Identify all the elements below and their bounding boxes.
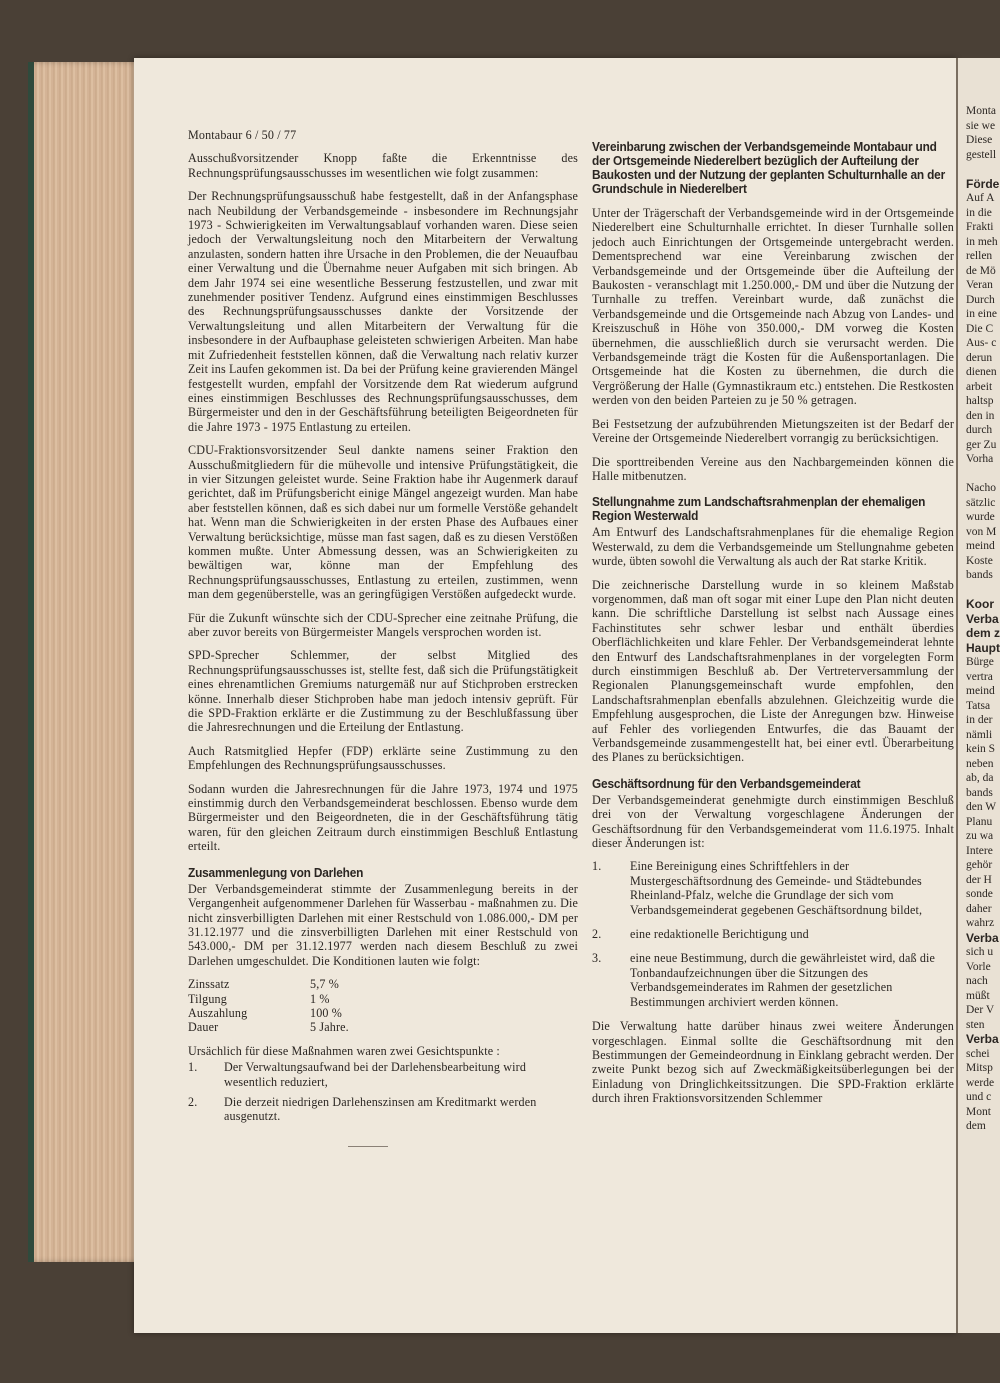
next-page-text xyxy=(958,58,1000,1134)
changes-list xyxy=(592,859,954,1009)
next-page-line: dem z xyxy=(966,626,1000,640)
next-page-line: in der xyxy=(966,714,993,726)
paragraph: Auch Ratsmitglied Hepfer (FDP) erklärte seine Zustimmung zu den Empfehlungen des Rechnungsprüfungsausschusses. xyxy=(188,743,578,773)
list-text: Eine Bereinigung eines Schriftfehlers in der Mustergeschäftsordnung des Gemeinde- und Städtebundes Rheinland-Pfalz, welche die Grundlage der sich vom Verbandsgemeinderat gegebenen Geschäftsordnung bildet, xyxy=(630,859,923,917)
next-page-line: sten xyxy=(966,1018,985,1031)
next-page-line: Auf A xyxy=(966,192,995,204)
condition-label: Zinssatz xyxy=(188,977,230,992)
section-heading: Zusammenlegung von Darlehen xyxy=(188,864,364,880)
next-page-line: vertra xyxy=(966,670,993,683)
paragraph: Für die Zukunft wünschte sich der CDU-Sprecher eine zeitnahe Prüfung, die aber zuvor bereits von Bürgermeister Mangels versprochen worden ist. xyxy=(188,610,578,639)
next-page-line: Monta xyxy=(966,105,997,117)
condition-value: 100 % xyxy=(310,1005,342,1020)
section-heading: Stellungnahme zum Landschaftsrahmenplan der ehemaligen Region Westerwald xyxy=(592,494,926,524)
paragraph: Bei Festsetzung der aufzubührenden Mietungszeiten ist der Bedarf der Vereine der Ortsgemeinde Niederelbert vorrangig zu berücksichtigen. xyxy=(592,416,954,446)
paragraph: Die zeichnerische Darstellung wurde in so kleinem Maßstab vorgenommen, daß man oft sogar mit einer Lupe den Plan nicht deuten kann. Die schriftliche Darstellung ist selbst nach Aussage eines Fachinstitutes sehr schwer lesbar und enthält überdies Oberflächlichkeiten und klare Fehler. Der Verbandsgemeinderat lehnte den Entwurf des Landschaftsrahmenplanes in der vorgelegten Form durch einstimmigen Beschluß ab. Der Vertreterversammlung der Regionalen Planungsgemeinschaft wurde empfohlen, den Landschaftsrahmenplan ebenfalls abzulehnen. Gleichzeitig wurde die Empfehlung ausgesprochen, die Liste der Anregungen bzw. Hinweise auf Fehler des vorliegenden Entwurfes, die das Bauamt der Verbandsgemeinde zusammengestellt hat, bei einer evtl. Überarbeitung des Planes zu berücksichtigen. xyxy=(592,577,954,765)
list-item xyxy=(188,1095,578,1124)
next-page-line: schei xyxy=(966,1047,990,1060)
section-heading: Geschäftsordnung für den Verbandsgemeinderat xyxy=(592,775,861,791)
paragraph: Ursächlich für diese Maßnahmen waren zwei Gesichtspunkte : xyxy=(188,1043,500,1058)
next-page-line: Veran xyxy=(966,279,993,291)
next-page-line: Die C xyxy=(966,322,994,335)
condition-label: Dauer xyxy=(188,1020,219,1035)
condition-label: Auszahlung xyxy=(188,1005,248,1020)
next-page-line: Vorha xyxy=(966,453,994,465)
right-column xyxy=(592,140,954,1115)
reasons-list xyxy=(188,1060,578,1124)
list-item xyxy=(592,859,954,917)
condition-value: 5,7 % xyxy=(310,977,339,992)
next-page-line: in eine xyxy=(966,308,997,320)
list-text: eine redaktionelle Berichtigung und xyxy=(630,927,809,942)
next-page-line: Förde xyxy=(966,176,1000,191)
next-page-line: müßt xyxy=(966,989,990,1002)
next-page-line: den W xyxy=(966,801,997,813)
next-page-line: Koor xyxy=(966,597,994,611)
next-page-line: Nacho xyxy=(966,482,997,494)
next-page-line: meind xyxy=(966,685,995,697)
paragraph: Sodann wurden die Jahresrechnungen für die Jahre 1973, 1974 und 1975 einstimmig durch den Verbandsgemeinderat beschlossen. Ebenso wurde dem Bürgermeister und den Beigeordneten, die in der Geschäftsführung tätig waren, für den gleichen Zeitraum durch einstimmigen Beschluß Entlastung erteilt. xyxy=(188,781,578,854)
paragraph: Am Entwurf des Landschaftsrahmenplanes für die ehemalige Region Westerwald, zu dem die Verbandsgemeinde um Stellungnahme gebeten wurde, übten sowohl die Verwaltung als auch der Rat starke Kritik. xyxy=(592,525,954,569)
next-page-line: durch xyxy=(966,424,993,436)
next-page-line: Verba xyxy=(966,1032,999,1046)
next-page-line: sätzlic xyxy=(966,496,996,509)
paragraph: Ausschußvorsitzender Knopp faßte die Erkenntnisse des Rechnungsprüfungsausschusses im wesentlichen wie folgt zusammen: xyxy=(188,151,578,180)
paragraph: Unter der Trägerschaft der Verbandsgemeinde wird in der Ortsgemeinde Niederelbert eine Schulturnhalle errichtet. In dieser Turnhalle sollen jedoch auch Einrichtungen der Ortsgemeinde untergebracht werden. Dementsprechend war eine Vereinbarung zwischen der Verbandsgemeinde und der Ortsgemeinde über die Aufteilung der Baukosten - veranschlagt mit 1.250.000,- DM und über die Nutzung der Turnhalle zu treffen. Vereinbart wurde, daß zunächst die Verbandsgemeinde und die Ortsgemeinde nach Abzug von Landes- und Kreiszuschuß in Höhe von 350.000,- DM vorweg die Kosten übernehmen, die ausschließlich durch sie verursacht werden. Die Verbandsgemeinde trägt die Kosten für die Außensportanlagen. Die Ortsgemeinde hat die Kosten zu übernehmen, die durch die Vergrößerung der Halle (Gymnastikraum etc.) entstehen. Die Restkosten werden von den beiden Parteien zu je 50 % getragen. xyxy=(592,206,954,408)
list-text: Die derzeit niedrigen Darlehenszinsen am Kreditmarkt werden ausgenutzt. xyxy=(224,1094,537,1124)
next-page-line xyxy=(966,467,1000,482)
list-item xyxy=(592,927,954,941)
condition-value: 1 % xyxy=(310,991,330,1006)
next-page-line: ger Zu xyxy=(966,438,997,451)
next-page-line: neben xyxy=(966,757,994,770)
list-number: 1. xyxy=(592,859,602,874)
next-page-line: Vorle xyxy=(966,960,991,973)
next-page-line: und c xyxy=(966,1091,992,1103)
next-page-line: daher xyxy=(966,902,992,915)
next-page-line: Verba xyxy=(966,611,999,626)
list-number: 3. xyxy=(592,951,602,966)
paragraph: Die sporttreibenden Vereine aus den Nachbargemeinden können die Halle mitbenutzen. xyxy=(592,454,954,483)
next-page-line: in meh xyxy=(966,235,998,248)
next-page-line: wurde xyxy=(966,511,995,523)
paragraph: CDU-Fraktionsvorsitzender Seul dankte namens seiner Fraktion den Ausschußmitgliedern für die mühevolle und intensive Prüfungstätigkeit, die in vier Sitzungen geleistet wurde. Seine Fraktion habe ihr Augenmerk darauf gerichtet, daß im Prüfungsbericht einige Mängel angezeigt wurden. Man habe aber feststellen können, daß es sich dabei nur um formelle Verstöße gehandelt hat. Wenn man die Schwierigkeiten in der ersten Phase des Aufbaues einer Verwaltung berücksichtige, müsse man fast sagen, daß es zu diesen Verstößen kommen mußte. Unter Abmessung dessen, was an Schwierigkeiten zu bewältigen war, könne man der Empfehlung des Rechnungsprüfungsausschusses, Entlastung zu erteilen, zustimmen, wenn man dem gegenüberstelle, was an geringfügigen Verstößen aufgedeckt wurde. xyxy=(188,443,578,602)
next-page-line: sie we xyxy=(966,119,996,132)
next-page-line: Haupt xyxy=(966,640,1000,655)
next-page-line: bands xyxy=(966,786,993,799)
next-page-line: Bürge xyxy=(966,656,994,668)
next-page-line: Tatsa xyxy=(966,699,991,712)
next-page-line: gehör xyxy=(966,859,993,871)
next-page-line: werde xyxy=(966,1076,995,1089)
next-page-line: Mitsp xyxy=(966,1062,993,1074)
next-page-line: Diese xyxy=(966,134,993,146)
list-text: eine neue Bestimmung, durch die gewährleistet wird, daß die Tonbandaufzeichnungen über die Sitzungen des Verbandsgemeinderates im Rahmen der gesetzlichen Bestimmungen archiviert werden können. xyxy=(630,951,936,1009)
paragraph: Der Verbandsgemeinderat stimmte der Zusammenlegung bereits in der Vergangenheit aufgenommener Darlehen für Wasserbau - maßnahmen zu. Die nicht zinsverbilligten Darlehen mit einer Restschuld von 1.086.000,- DM per 31.12.1977 und die zinsverbilligten Darlehen mit einer Restschuld von 543.000,- DM per 31.12.1977 werden nach diesem Beschluß zu zwei Darlehen umgeschuldet. Die Konditionen lauten wie folgt: xyxy=(188,881,578,968)
next-page-line: dem xyxy=(966,1120,986,1132)
next-page-line: sonde xyxy=(966,888,993,900)
next-page-edge xyxy=(956,58,1000,1333)
list-number: 2. xyxy=(592,927,602,942)
next-page-line: wahrz xyxy=(966,917,995,929)
list-text: Der Verwaltungsaufwand bei der Darlehensbearbeitung wird wesentlich reduziert, xyxy=(224,1060,527,1089)
end-divider xyxy=(348,1146,388,1147)
next-page-line: Frakti xyxy=(966,221,994,233)
next-page-line: rellen xyxy=(966,250,993,262)
list-item xyxy=(188,1060,578,1089)
condition-value: 5 Jahre. xyxy=(310,1020,349,1035)
condition-label: Tilgung xyxy=(188,991,227,1006)
next-page-line: derun xyxy=(966,351,993,364)
loan-conditions xyxy=(188,977,578,1035)
next-page-line: ab, da xyxy=(966,772,994,784)
next-page-line: kein S xyxy=(966,743,996,755)
document-page xyxy=(134,58,956,1333)
next-page-line: meind xyxy=(966,540,995,552)
next-page-line: zu wa xyxy=(966,830,994,842)
next-page-line: Planu xyxy=(966,815,993,828)
list-number: 1. xyxy=(188,1060,198,1075)
paragraph: Der Verbandsgemeinderat genehmigte durch einstimmigen Beschluß drei von der Verwaltung vorgeschlagene Änderungen der Geschäftsordnung für den Verbandsgemeinderat vom 11.6.1975. Inhalt dieser Änderungen ist: xyxy=(592,792,954,851)
next-page-line: nämli xyxy=(966,728,993,741)
next-page-line: Koste xyxy=(966,554,993,567)
next-page-line xyxy=(966,583,1000,598)
next-page-line: sich u xyxy=(966,946,994,958)
next-page-line: Aus- c xyxy=(966,337,997,349)
list-item xyxy=(592,951,954,1009)
next-page-line: haltsp xyxy=(966,395,994,407)
next-page-line: Intere xyxy=(966,844,993,857)
paragraph: Die Verwaltung hatte darüber hinaus zwei weitere Änderungen vorgeschlagen. Einmal sollte die Geschäftsordnung mit den Bestimmungen der Gemeindeordnung in Einklang gebracht werden. Der zweite Punkt bezog sich auf Zweckmäßigkeitsüberlegungen bei der Einladung von Dringlichkeitssitzungen. Die SPD-Fraktion erklärte durch ihren Fraktionsvorsitzenden Schlemmer xyxy=(592,1019,954,1106)
next-page-line: der H xyxy=(966,873,992,886)
next-page-line: de Mö xyxy=(966,264,996,277)
next-page-line: dienen xyxy=(966,366,997,378)
next-page-line: nach xyxy=(966,975,988,987)
next-page-line: bands xyxy=(966,569,993,581)
left-column xyxy=(188,128,578,1147)
next-page-line: arbeit xyxy=(966,380,993,393)
page-header: Montabaur 6 / 50 / 77 xyxy=(188,128,297,142)
next-page-line: gestell xyxy=(966,148,997,161)
next-page-line: Durch xyxy=(966,293,995,306)
next-page-line: den in xyxy=(966,409,995,422)
section-heading: Vereinbarung zwischen der Verbandsgemeinde Montabaur und der Ortsgemeinde Niederelbert bezüglich der Aufteilung der Baukosten und der Nutzung der geplanten Schulturnhalle an der Grundschule in Niederelbert xyxy=(592,140,946,196)
paragraph: SPD-Sprecher Schlemmer, der selbst Mitglied des Rechnungsprüfungsausschusses ist, stellte fest, daß sich die Prüfungstätigkeit eines ehrenamtlichen Gremiums naturgemäß nur auf Stichproben erstrecken könne. Innerhalb dieser Stichproben habe man jedoch intensiv geprüft. Für die SPD-Fraktion erklärte er die Zustimmung zu der Beschlußfassung über die Jahresrechnungen und die Erteilung der Entlastung. xyxy=(188,648,578,735)
next-page-line xyxy=(966,162,1000,177)
list-number: 2. xyxy=(188,1094,198,1109)
paragraph: Der Rechnungsprüfungsausschuß habe festgestellt, daß in der Anfangsphase nach Neubildung der Verbandsgemeinde - insbesondere im Rechnungsjahr 1973 - Schwierigkeiten im Verwaltungsablauf vorhanden waren. Diese seien jedoch der Verwaltungsleitung noch den Mitarbeitern der Verwaltung anzulasten, sondern hatten ihre Ursache in den Problemen, die der Neuaufbau einer Verwaltung und die Übernahme neuer Aufgaben mit sich bringen. Ab dem Jahr 1974 sei eine wesentliche Besserung festzustellen, und zwar mit zunehmender positiver Tendenz. Aufgrund eines einstimmigen Beschlusses des Rechnungsprüfungsausschusses dankte der Vorsitzende der Verwaltungsleitung und allen Mitarbeitern der Verwaltung für die insbesondere in der Aufbauphase geleisteten schwierigen Arbeiten. Man habe mit Zufriedenheit feststellen können, daß die Verwaltung nach relativ kurzer Zeit ins Laufen gekommen ist. Da bei der Prüfung keine gravierenden Mängel festgestellt wurden, empfahl der Vorsitzende dem Rat wiederum aufgrund eines einstimmigen Beschlusses des Rechnungsprüfungsausschusses, dem Bürgermeister und den in der Geschäftsführung beteiligten Beigeordneten für die Jahre 1973 - 1975 Entlastung zu erteilen. xyxy=(188,189,578,434)
next-page-line: Der V xyxy=(966,1004,995,1016)
next-page-line: Mont xyxy=(966,1105,991,1118)
book-page-edges xyxy=(28,62,146,1262)
next-page-line: von M xyxy=(966,525,997,538)
next-page-line: Verba xyxy=(966,930,999,945)
next-page-line: in die xyxy=(966,206,992,219)
